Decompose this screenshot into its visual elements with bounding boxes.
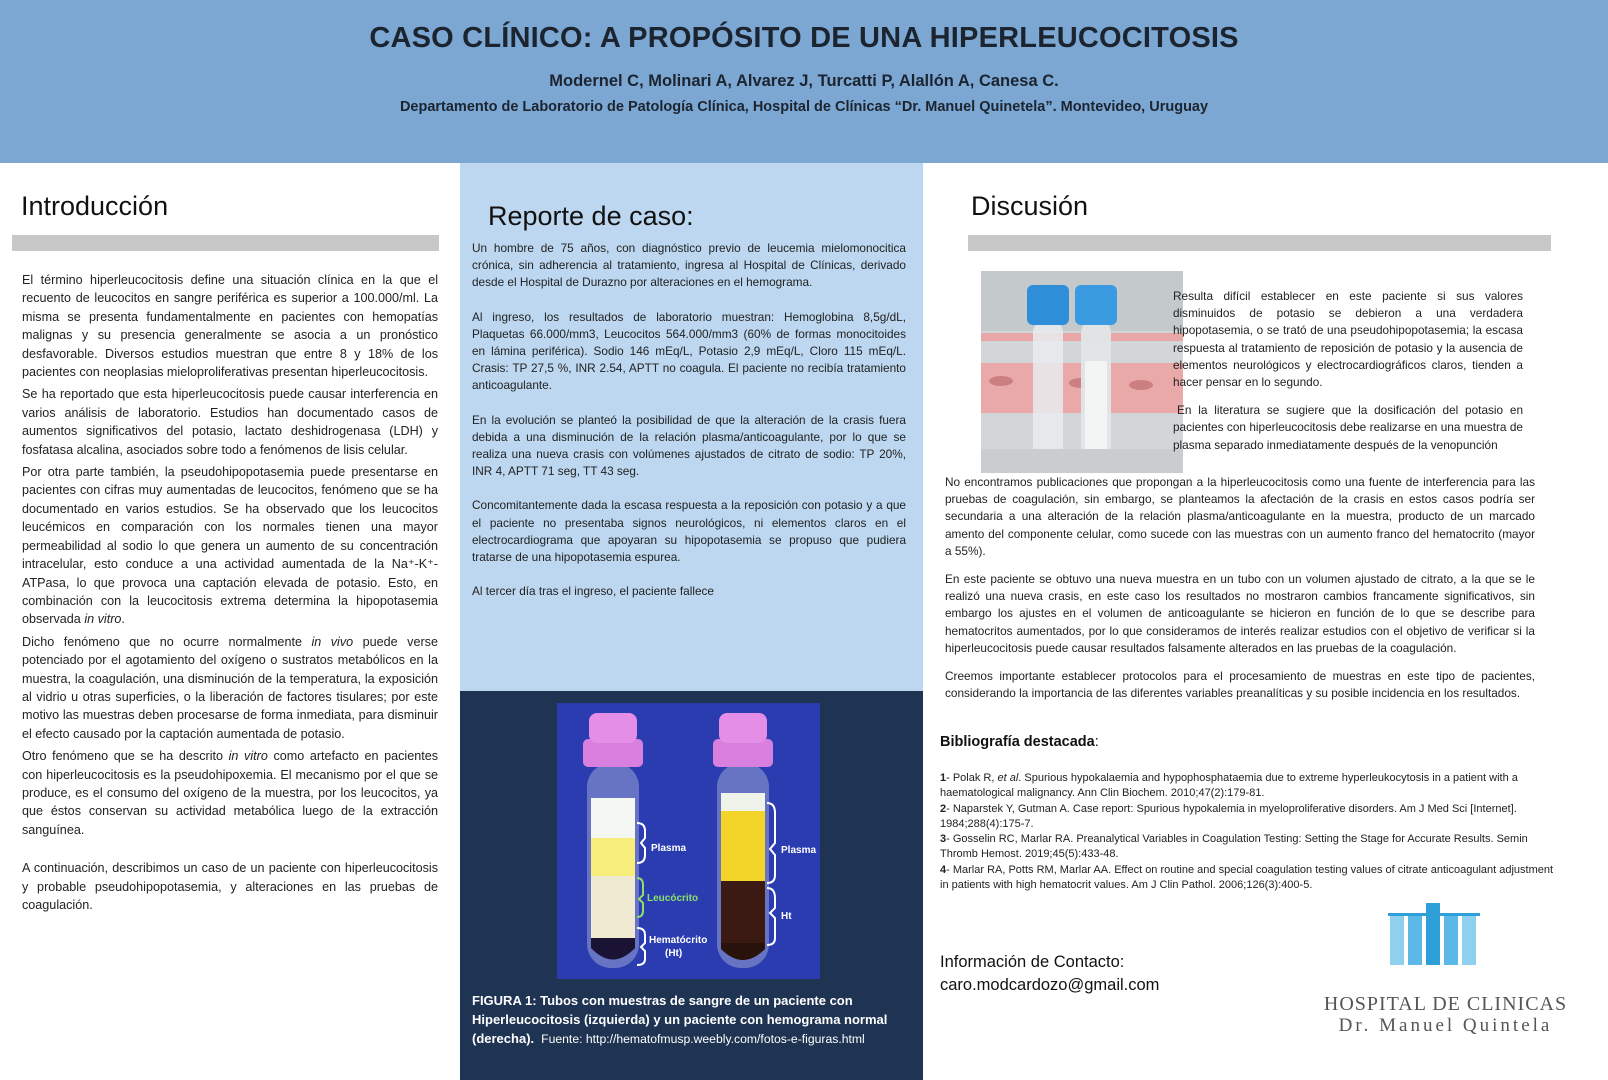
label-leucocrito: Leucócrito — [647, 893, 699, 904]
hospital-logo-icon — [1388, 903, 1488, 965]
case-report-title: Reporte de caso: — [488, 201, 694, 231]
reference-4-text: - Marlar RA, Potts RM, Marlar AA. Effect on routine and special coagulation testing values of citrate anticoagulant adjustment in patients with high hematocrit values. Am J Clin Pathol. 2006;126(3):400-5. — [940, 863, 1554, 892]
case-paragraph-4: Concomitantemente dada la escasa respuesta a la reposición con potasio y a que el paciente no presentaba signos neurológicos, ni elementos claros en el electrocardiograma que apoyaran su hipopotasemia se propuso que pudiera tratarse de una hipopotasemia espurea. — [472, 498, 906, 565]
case-paragraph-5: Al tercer día tras el ingreso, el paciente fallece — [472, 584, 714, 599]
introduction-text — [22, 271, 438, 918]
reference-3-text: - Gosselin RC, Marlar RA. Preanalytical Variables in Coagulation Testing: Setting the Stage for Accurate Results. Semin Thromb Hemost. 2019;45(5):433-48. — [940, 833, 1528, 861]
intro-p5-end: como artefacto en pacientes con hiperleucocitosis es la pseudohipoxemia. El mecanismo por el que se produce, es el consumo del oxígeno de la muestra, por los leucocitos, ya que éstos conservan su actividad metabólica luego de la extracción sanguínea. — [22, 749, 439, 837]
intro-paragraph-2: Se ha reportado que esta hiperleucocitosis puede causar interferencia en varios análisis de laboratorio. Estudios han documentado casos de aumentos significativos del potasio, lactato deshidrogenasa (LDH) y fosfatasa alcalina, asociados sobre todo a fenómenos de lisis celular. — [22, 387, 438, 457]
intro-paragraph-1: El término hiperleucocitosis define una situación clínica en la que el recuento de leucocitos en sangre periférica es superior a 100.000/ml. La misma se presenta fundamentalmente en pacientes con hemopatías malignas y su presencia generalmente se asocia a un pronóstico desfavorable. Diversos estudios muestran que entre 8 y 18% de los pacientes con neoplasias mieloproliferativas presentan hiperleucocitosis. — [22, 273, 438, 380]
discussion-paragraph-5: Creemos importante establecer protocolos para el procesamiento de muestras en este tipo de pacientes, considerando la importancia de las diferentes variables preanalíticas y su posible incidencia en los resultados. — [945, 669, 1535, 701]
case-paragraph-1: Un hombre de 75 años, con diagnóstico previo de leucemia mielomonocitica crónica, sin adherencia al tratamiento, ingresa al Hospital de Clínicas, derivado desde el Hospital de Durazno por alteraciones en el hemograma. — [472, 241, 906, 290]
intro-paragraph-3 — [22, 463, 438, 629]
reference-1 — [940, 771, 1557, 802]
discussion-column — [923, 163, 1608, 1080]
case-report-column — [460, 163, 923, 1080]
discussion-side-text — [1173, 288, 1523, 465]
intro-p4-italic: in vivo — [311, 634, 354, 649]
label-plasma-right: Plasma — [781, 845, 817, 856]
contact-email[interactable]: caro.modcardozo@gmail.com — [940, 976, 1160, 994]
intro-p5-text: Otro fenómeno que se ha descrito — [22, 749, 229, 764]
poster-title: CASO CLÍNICO: A PROPÓSITO DE UNA HIPERLEUCOCITOSIS — [369, 22, 1239, 54]
hospital-logo-name: HOSPITAL DE CLINICAS — [1323, 993, 1568, 1015]
intro-p3-italic: in vitro — [84, 612, 122, 627]
introduction-divider — [12, 235, 439, 251]
bibliography-title-colon: : — [1094, 734, 1099, 750]
bibliography-list — [940, 771, 1557, 893]
figure-1-photo — [557, 703, 820, 979]
bibliography-title-text: Bibliografía destacada — [940, 734, 1095, 750]
test-tubes-photo — [981, 271, 1183, 473]
intro-paragraph-6: A continuación, describimos un caso de un paciente con hiperleucocitosis y probable pseudohipopotasemia, y alteraciones en las pruebas de coagulación. — [22, 861, 438, 912]
reference-4 — [940, 863, 1557, 894]
poster-header — [0, 0, 1608, 163]
discussion-main-text — [945, 474, 1535, 713]
introduction-column — [0, 163, 460, 1080]
discussion-paragraph-1: Resulta difícil establecer en este paciente si sus valores disminuidos de potasio se debieron a una verdadera hipopotasemia, o se trató de una pseudohipopotasemia; la escasa respuesta al tratamiento de reposición de potasio y la ausencia de elementos neurológicos y electrocardiográficos claros, tienden a hacer pensar en lo segundo. — [1173, 289, 1523, 390]
intro-paragraph-5 — [22, 747, 438, 839]
introduction-title: Introducción — [21, 191, 169, 221]
discussion-title: Discusión — [971, 191, 1089, 221]
poster-affiliation: Departamento de Laboratorio de Patología Clínica, Hospital de Clínicas “Dr. Manuel Quinetela”. Montevideo, Uruguay — [399, 99, 1209, 115]
reference-3 — [940, 832, 1557, 863]
blood-tubes-illustration — [557, 703, 820, 979]
reference-2-number: 2 — [940, 802, 947, 815]
discussion-paragraph-3: No encontramos publicaciones que propongan a la hiperleucocitosis como una fuente de interferencia para las pruebas de coagulación, sin embargo, se planteamos la afectación de la crasis en estos casos podría ser secundaria a una alteración de la relación plasma/anticoagulante en la muestra, producto de un marcado amento del componente celular, como sucede con las muestras con un aumento franco del hematocrito (mayor a 55%). — [945, 475, 1535, 558]
reference-1-number: 1 — [940, 772, 947, 784]
discussion-paragraph-2: En la literatura se sugiere que la dosificación del potasio en pacientes con hiperleucocitosis debe realizarse en una muestra de plasma separado inmediatamente después de la venopunción — [1173, 403, 1523, 452]
hospital-logo-subname: Dr. Manuel Quintela — [1338, 1015, 1553, 1036]
intro-p4-text: Dicho fenómeno que no ocurre normalmente — [22, 634, 312, 649]
label-hematocrito: Hematócrito — [649, 935, 708, 946]
reference-1-etal: et al — [997, 772, 1019, 784]
bibliography-title — [940, 734, 1099, 750]
label-plasma-left: Plasma — [651, 843, 687, 854]
case-paragraph-2: Al ingreso, los resultados de laboratorio muestran: Hemoglobina 8,5g/dL, Plaquetas 66.000/mm3, Leucocitos 564.000/mm3 (60% de formas monocitoides en lámina periférica). Sodio 146 mEq/L, Potasio 2,9 mEq/L, Cloro 115 mEq/L. Crasis: TP 27,5 %, INR 2.54, APTT no coagula. El paciente no recibía tratamiento anticoagulante. — [472, 309, 906, 393]
figure-caption-text: FIGURA 1: Tubos con muestras de sangre de un paciente con Hiperleucocitosis (izquierda) y un paciente con hemograma normal (derecha). — [472, 993, 888, 1046]
contact-title: Información de Contacto: — [940, 953, 1125, 971]
figure-caption — [472, 991, 912, 1049]
case-report-text — [472, 240, 906, 617]
discussion-paragraph-4: En este paciente se obtuvo una nueva muestra en un tubo con un volumen ajustado de citrato, a la que se le realizó una nueva crasis, en este caso los resultados no mostraron cambios francamente significativos, sin embargo los ajustes en el volumen de anticoagulante se hicieron en función de lo que se describe para hematocritos aumentados, por lo que consideramos de interés realizar estudios con el objetivo de verificar si la hiperleucocitosis puede causar resultados falsamente alterados en las pruebas de la coagulación. — [945, 572, 1535, 655]
reference-2 — [940, 802, 1557, 833]
intro-p5-italic: in vitro — [228, 749, 268, 764]
reference-4-number: 4 — [940, 863, 947, 876]
reference-1-text-a: - Polak R, — [946, 772, 998, 784]
discussion-divider — [968, 235, 1551, 251]
figure-panel — [460, 691, 923, 1080]
case-paragraph-3: En la evolución se planteó la posibilidad de que la alteración de la crasis fuera debida a una disminución de la relación plasma/anticoagulante, por lo que se realiza una nueva crasis con volúmenes ajustados de citrato de sodio: TP 20%, INR 4, APTT 71 seg, TT 43 seg. — [472, 412, 906, 479]
intro-paragraph-4 — [22, 633, 438, 743]
reference-3-number: 3 — [940, 833, 947, 846]
poster-authors: Modernel C, Molinari A, Alvarez J, Turcatti P, Alallón A, Canesa C. — [549, 72, 1059, 90]
intro-p3-text: Por otra parte también, la pseudohipopotasemia puede presentarse en pacientes con cifras muy aumentadas de leucocitos, fenómeno que se ha documentado en varios estudios. Se ha observado que los leucocitos leucémicos en comparación con los normales tienen una mayor permeabilidad al sodio lo que genera un aumento de su concentración intracelular, esto conduce a una actividad aumentada de la Na⁺-K⁺-ATPasa, lo que provoca una captación elevada de potasio. Esto, en combinación con la leucocitosis extrema determina la hipopotasemia observada — [22, 465, 438, 627]
figure-source-label: Fuente: — [541, 1032, 583, 1046]
test-tubes-illustration — [981, 271, 1183, 473]
intro-p3-end: . — [121, 612, 125, 627]
reference-2-text: - Naparstek Y, Gutman A. Case report: Spurious hypokalemia in myeloproliferative disorders. Am J Med Sci [Internet]. 1984;288(4):175-7. — [940, 802, 1517, 830]
figure-source-link[interactable]: http://hematofmusp.weebly.com/fotos-e-figuras.html — [585, 1032, 865, 1046]
reference-1-text-b: . Spurious hypokalaemia and hypophosphataemia due to extreme hyperleukocytosis in a patient with a haematological malignancy. Ann Clin Biochem. 2010;47(2):179-81. — [940, 772, 1518, 800]
label-ht-paren: (Ht) — [665, 948, 683, 959]
intro-p4-end: puede verse potenciado por el agotamiento del oxígeno o sustratos metabólicos en la muestra, la coagulación, una disminución de la temperatura, la exposición al vidrio u otras superficies, o la liberación de factores tisulares; por este motivo las muestras deben procesarse de forma inmediata, para disminuir el efecto causado por la captación aumentada de potasio. — [22, 634, 438, 741]
label-ht-right: Ht — [781, 911, 792, 922]
